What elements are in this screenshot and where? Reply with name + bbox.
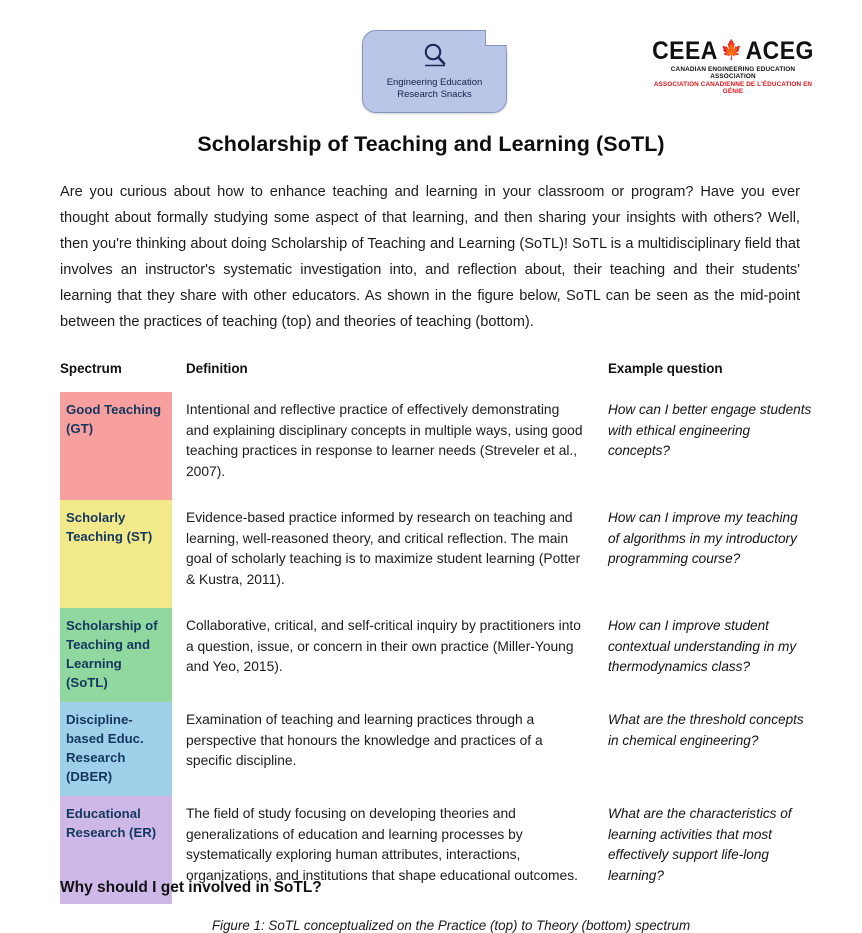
spectrum-table-body xyxy=(60,392,812,904)
table-row xyxy=(60,702,812,796)
spectrum-table xyxy=(60,361,812,904)
figure-caption: Figure 1: SoTL conceptualized on the Practice (top) to Theory (bottom) spectrum xyxy=(211,918,691,933)
page-curl-decoration xyxy=(485,30,507,46)
ceea-aceg-logo xyxy=(652,38,814,95)
table-row xyxy=(60,500,812,608)
example-question-cell: How can I improve student contextual understanding in my thermodynamics class? xyxy=(608,618,797,674)
table-header-row xyxy=(60,361,812,392)
intro-paragraph: Are you curious about how to enhance teaching and learning in your classroom or program? Have you ever thought about formally studying some aspect of that learning, and then sharing your insights with others? Well, then you're thinking about doing Scholarship of Teaching and Learning (SoTL)! SoTL is a multidisciplinary field that involves an instructor's systematic investigation into, and reflection about, their teaching and their students' learning that they share with other educators. As shown in the figure below, SoTL can be seen as the mid-point between the practices of teaching (top) and theories of teaching (bottom). xyxy=(60,184,800,330)
definition-cell: Intentional and reflective practice of effectively demonstrating and explaining disciplinary concepts in multiple ways, using good teaching practices in response to learner needs (Streveler et al., 2007). xyxy=(186,402,583,479)
magnifier-icon xyxy=(420,40,450,75)
maple-leaf-icon: 🍁 xyxy=(720,39,743,61)
table-row xyxy=(60,608,812,702)
example-question-cell: What are the characteristics of learning activities that most effectively support life-long learning? xyxy=(608,806,792,883)
spectrum-table-wrapper xyxy=(60,361,812,933)
example-question-cell: How can I improve my teaching of algorithms in my introductory programming course? xyxy=(608,510,798,566)
logo-subtitle-en: CANADIAN ENGINEERING EDUCATION ASSOCIATION xyxy=(670,66,796,80)
spectrum-label-cell: Educational Research (ER) xyxy=(60,796,172,904)
column-header-example: Example question xyxy=(608,361,723,376)
definition-cell: Examination of teaching and learning practices through a perspective that honours the knowledge and practices of a specific discipline. xyxy=(186,712,543,768)
definition-cell: The field of study focusing on developing theories and generalizations of education and learning processes by systematically exploring human attributes, interactions, organizations, and institutions that shape educational outcomes. xyxy=(186,806,578,883)
ceea-wordmark xyxy=(652,37,814,65)
next-section-heading: Why should I get involved in SoTL? xyxy=(60,879,322,896)
spectrum-label-cell: Good Teaching (GT) xyxy=(60,392,172,500)
definition-cell: Evidence-based practice informed by research on teaching and learning, well-reasoned theory, and critical reflection. The main goal of scholarly teaching is to maximize student learning (Potter & Kustra, 2011). xyxy=(186,510,581,587)
example-question-cell: What are the threshold concepts in chemical engineering? xyxy=(608,712,804,748)
column-header-spectrum: Spectrum xyxy=(60,361,122,376)
spectrum-label-cell: Discipline-based Educ. Research (DBER) xyxy=(60,702,172,796)
badge-line-2: Research Snacks xyxy=(397,89,472,100)
wordmark-left: CEEA xyxy=(652,37,718,65)
logo-subtitle-fr: ASSOCIATION CANADIENNE DE L'ÉDUCATION EN GÉNIE xyxy=(653,81,813,95)
column-header-definition: Definition xyxy=(186,361,248,376)
spectrum-label-cell: Scholarship of Teaching and Learning (SoTL) xyxy=(60,608,172,702)
wordmark-right: ACEG xyxy=(745,37,814,65)
page-title: Scholarship of Teaching and Learning (SoTL) xyxy=(197,132,665,156)
document-header xyxy=(0,0,862,118)
research-snacks-badge xyxy=(362,30,507,113)
table-row xyxy=(60,392,812,500)
definition-cell: Collaborative, critical, and self-critical inquiry by practitioners into a question, issue, or concern in their own practice (Miller-Young and Yeo, 2015). xyxy=(186,618,581,674)
example-question-cell: How can I better engage students with ethical engineering concepts? xyxy=(608,402,812,458)
badge-line-1: Engineering Education xyxy=(386,77,483,88)
spectrum-label-cell: Scholarly Teaching (ST) xyxy=(60,500,172,608)
